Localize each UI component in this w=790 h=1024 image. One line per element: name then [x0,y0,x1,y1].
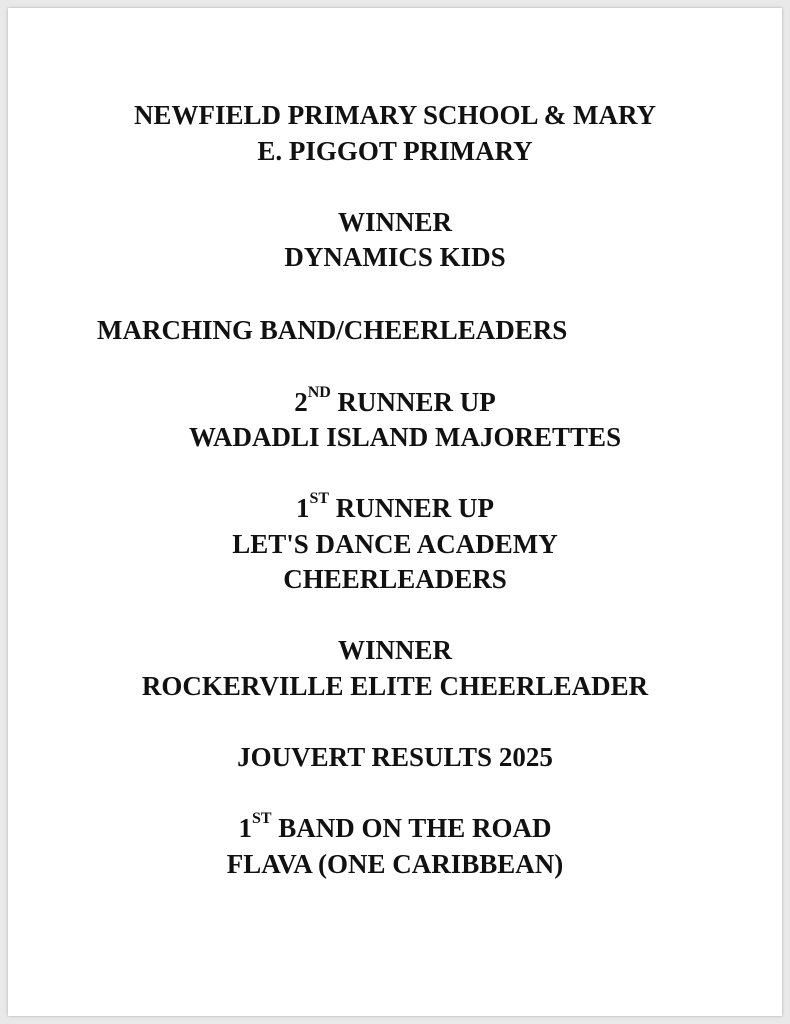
first-runner-rest: RUNNER UP [329,493,495,523]
second-runner-up-heading [0,385,790,419]
second-runner-up-name: WADADLI ISLAND MAJORETTES [189,422,622,452]
school-line-1: NEWFIELD PRIMARY SCHOOL & MARY [133,100,657,130]
band-num: 1 [238,813,252,843]
winner-name-1: DYNAMICS KIDS [284,242,506,272]
winner-name-2: ROCKERVILLE ELITE CHEERLEADER [141,671,649,701]
second-runner-rest: RUNNER UP [330,387,496,417]
school-line-2: E. PIGGOT PRIMARY [257,136,533,166]
band-heading [0,811,790,845]
band-sup: ST [251,810,272,827]
winner-label-2: WINNER [337,635,452,665]
band-name: FLAVA (ONE CARIBBEAN) [226,849,564,879]
first-runner-up-name-2: CHEERLEADERS [283,564,507,594]
second-runner-sup: ND [307,384,331,401]
jouvert-title: JOUVERT RESULTS 2025 [237,742,553,772]
first-runner-num: 1 [295,493,310,523]
second-runner-num: 2 [294,387,308,417]
first-runner-up-name-1: LET'S DANCE ACADEMY [232,529,558,559]
first-runner-up-heading [0,491,790,525]
band-rest: BAND ON THE ROAD [271,813,552,843]
winner-label-1: WINNER [337,207,452,237]
first-runner-sup: ST [309,490,330,507]
category-heading: MARCHING BAND/CHEERLEADERS [97,315,568,345]
